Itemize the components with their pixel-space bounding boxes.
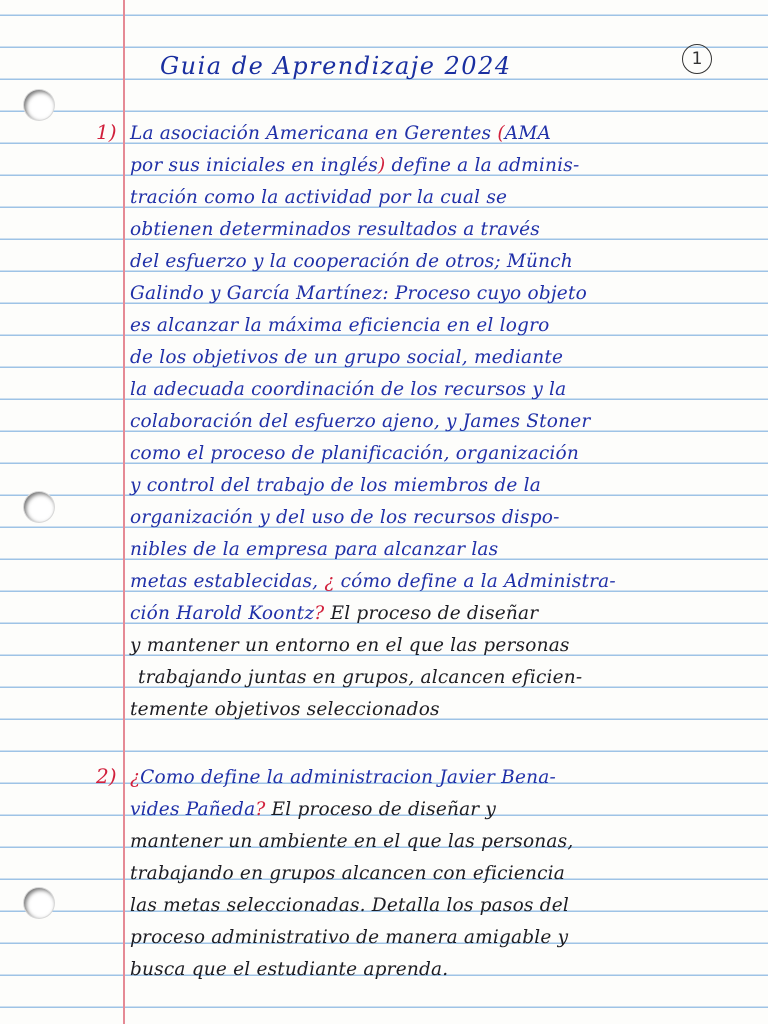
text-line: ¿Como define la administracion Javier Bena- [130,767,556,788]
text-line: del esfuerzo y la cooperación de otros; Münch [130,251,573,272]
answer-line: temente objetivos seleccionados [130,699,440,720]
text-line: nibles de la empresa para alcanzar las [130,539,499,560]
question-1-text [130,118,760,726]
question-2-text [130,762,760,986]
answer-line: trabajando en grupos alcancen con eficiencia [130,863,566,884]
answer-line: mantener un ambiente en el que las personas, [130,831,574,852]
text-line: tración como la actividad por la cual se [130,187,508,208]
page-number: 1 [682,44,712,74]
margin-line [123,0,125,1024]
text-line: y control del trabajo de los miembros de la [130,475,541,496]
text-line: colaboración del esfuerzo ajeno, y James Stoner [130,411,591,432]
text-line: la adecuada coordinación de los recursos y la [130,379,567,400]
text-line: es alcanzar la máxima eficiencia en el logro [130,315,550,336]
question-2-number: 2) [96,764,117,788]
binder-hole-bottom [24,888,54,918]
answer-line: y mantener un entorno en el que las personas [130,635,570,656]
answer-line: busca que el estudiante aprenda. [130,959,449,980]
text-line: por sus iniciales en inglés) define a la adminis- [130,155,580,176]
text-line: Galindo y García Martínez: Proceso cuyo objeto [130,283,587,304]
text-line: como el proceso de planificación, organización [130,443,579,464]
question-1-number: 1) [96,120,117,144]
answer-2-start: El proceso de diseñar y [271,799,497,820]
text-line: ción Harold Koontz? El proceso de diseñar [130,603,539,624]
binder-hole-middle [24,492,54,522]
text-line: vides Pañeda? El proceso de diseñar y [130,799,497,820]
page-title: Guia de Aprendizaje 2024 [160,52,512,80]
answer-line: las metas seleccionadas. Detalla los pasos del [130,895,570,916]
text-line: organización y del uso de los recursos dispo- [130,507,560,528]
answer-1-start: El proceso de diseñar [330,603,539,624]
text-line: de los objetivos de un grupo social, mediante [130,347,564,368]
text-line: metas establecidas, ¿ cómo define a la Administra- [130,571,616,592]
answer-line: trabajando juntas en grupos, alcancen eficien- [138,667,583,688]
text-line: La asociación Americana en Gerentes (AMA [130,123,552,144]
text-line: obtienen determinados resultados a través [130,219,540,240]
answer-line: proceso administrativo de manera amigable y [130,927,569,948]
binder-hole-top [24,90,54,120]
